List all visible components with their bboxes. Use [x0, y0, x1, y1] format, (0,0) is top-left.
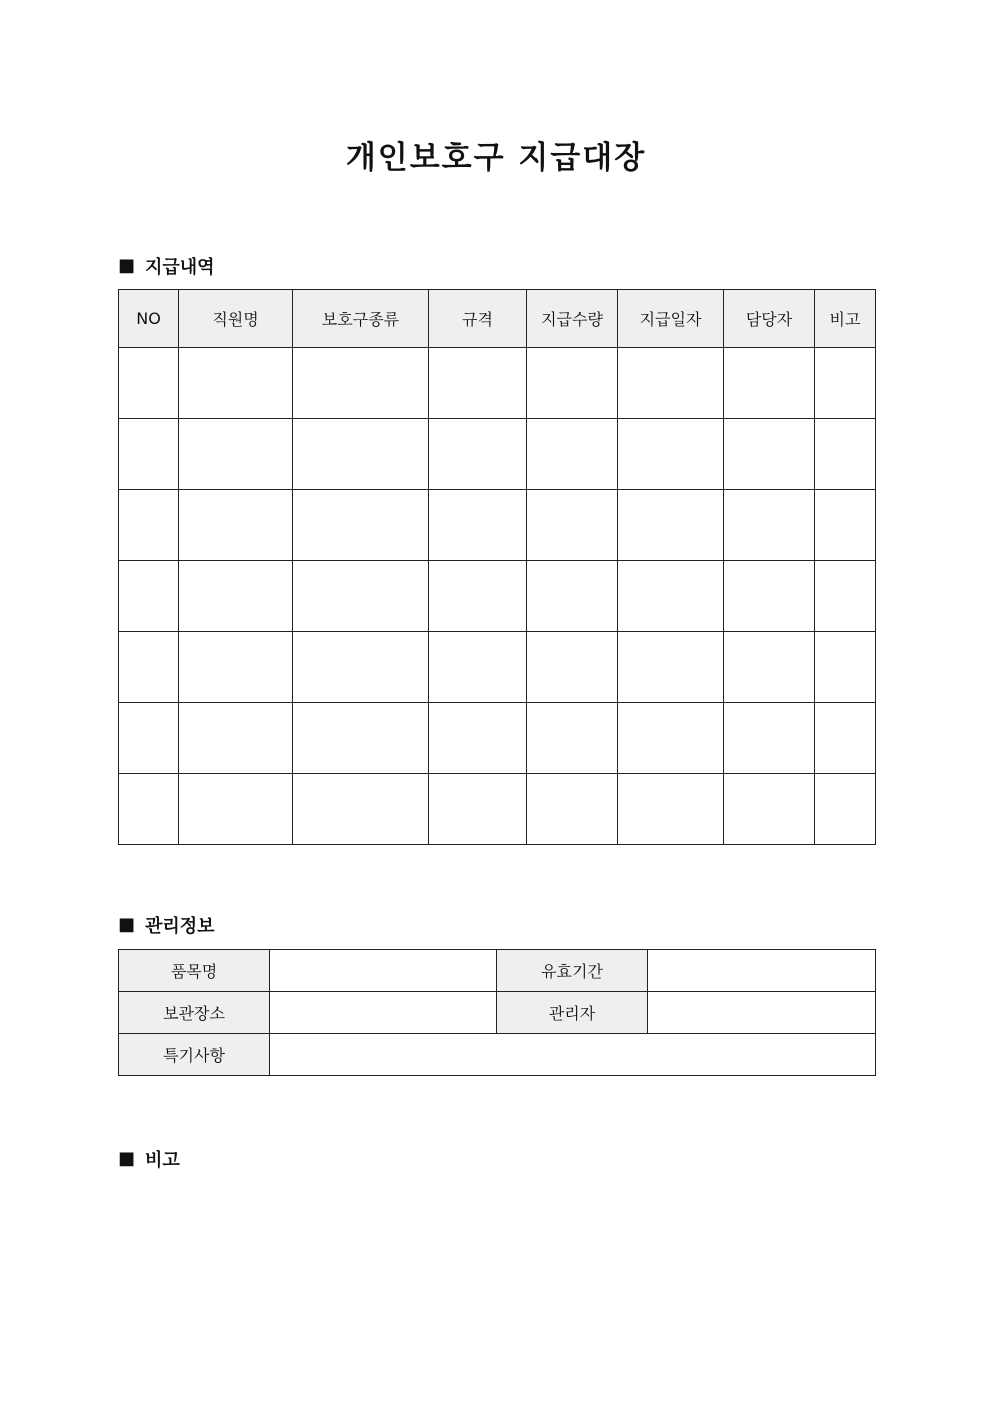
table-row: [119, 490, 876, 561]
column-header-date: 지급일자: [618, 290, 724, 348]
table-cell[interactable]: [119, 490, 179, 561]
manager-field[interactable]: [648, 992, 876, 1034]
table-cell[interactable]: [618, 348, 724, 419]
table-cell[interactable]: [293, 419, 429, 490]
column-header-employee: 직원명: [179, 290, 293, 348]
table-cell[interactable]: [119, 774, 179, 845]
column-header-spec: 규격: [429, 290, 527, 348]
table-cell[interactable]: [293, 632, 429, 703]
table-cell[interactable]: [429, 561, 527, 632]
column-header-quantity: 지급수량: [527, 290, 618, 348]
table-cell[interactable]: [815, 561, 876, 632]
section-heading-remarks: [118, 1146, 180, 1172]
notes-field[interactable]: [270, 1034, 876, 1076]
table-cell[interactable]: [527, 348, 618, 419]
table-cell[interactable]: [527, 774, 618, 845]
management-info-table: [118, 949, 876, 1076]
section-heading-issuance: [118, 253, 215, 279]
table-cell[interactable]: [618, 419, 724, 490]
table-cell[interactable]: [527, 419, 618, 490]
table-row: [119, 632, 876, 703]
table-cell[interactable]: [618, 632, 724, 703]
storage-field[interactable]: [270, 992, 497, 1034]
item-name-label: 품목명: [119, 950, 270, 992]
document-title: 개인보호구 지급대장: [345, 140, 647, 176]
column-header-person-in-charge: 담당자: [724, 290, 815, 348]
table-cell[interactable]: [618, 561, 724, 632]
table-cell[interactable]: [724, 632, 815, 703]
table-cell[interactable]: [429, 703, 527, 774]
info-row-item: [119, 950, 876, 992]
table-cell[interactable]: [724, 419, 815, 490]
table-cell[interactable]: [119, 348, 179, 419]
table-cell[interactable]: [179, 703, 293, 774]
table-cell[interactable]: [179, 774, 293, 845]
table-cell[interactable]: [293, 348, 429, 419]
info-row-notes: [119, 1034, 876, 1076]
table-cell[interactable]: [429, 348, 527, 419]
table-cell[interactable]: [724, 490, 815, 561]
table-cell[interactable]: [618, 490, 724, 561]
table-cell[interactable]: [119, 632, 179, 703]
square-bullet-icon: ■: [118, 1148, 136, 1169]
notes-label: 특기사항: [119, 1034, 270, 1076]
table-cell[interactable]: [119, 419, 179, 490]
table-cell[interactable]: [179, 490, 293, 561]
table-cell[interactable]: [618, 774, 724, 845]
table-cell[interactable]: [119, 561, 179, 632]
table-cell[interactable]: [527, 703, 618, 774]
table-cell[interactable]: [724, 774, 815, 845]
table-row: [119, 348, 876, 419]
section-heading-label: 비고: [145, 1150, 180, 1171]
table-cell[interactable]: [527, 561, 618, 632]
column-header-no: NO: [119, 290, 179, 348]
table-cell[interactable]: [293, 490, 429, 561]
table-cell[interactable]: [724, 348, 815, 419]
table-cell[interactable]: [815, 774, 876, 845]
table-cell[interactable]: [527, 490, 618, 561]
table-cell[interactable]: [179, 419, 293, 490]
table-row: [119, 561, 876, 632]
issuance-table: [118, 289, 876, 845]
column-header-remarks: 비고: [815, 290, 876, 348]
table-cell[interactable]: [724, 703, 815, 774]
table-row: [119, 703, 876, 774]
table-cell[interactable]: [815, 703, 876, 774]
square-bullet-icon: ■: [118, 255, 136, 276]
table-cell[interactable]: [429, 490, 527, 561]
section-heading-label: 관리정보: [145, 916, 215, 937]
table-header-row: [119, 290, 876, 348]
item-name-field[interactable]: [270, 950, 497, 992]
table-row: [119, 419, 876, 490]
column-header-equipment-type: 보호구종류: [293, 290, 429, 348]
expiry-field[interactable]: [648, 950, 876, 992]
table-cell[interactable]: [527, 632, 618, 703]
table-cell[interactable]: [429, 774, 527, 845]
table-cell[interactable]: [293, 561, 429, 632]
table-cell[interactable]: [179, 632, 293, 703]
table-cell[interactable]: [429, 632, 527, 703]
section-heading-label: 지급내역: [145, 257, 215, 278]
table-cell[interactable]: [724, 561, 815, 632]
expiry-label: 유효기간: [497, 950, 648, 992]
table-row: [119, 774, 876, 845]
table-cell[interactable]: [618, 703, 724, 774]
table-cell[interactable]: [179, 561, 293, 632]
table-cell[interactable]: [815, 490, 876, 561]
storage-label: 보관장소: [119, 992, 270, 1034]
table-cell[interactable]: [179, 348, 293, 419]
table-cell[interactable]: [429, 419, 527, 490]
table-cell[interactable]: [293, 774, 429, 845]
table-cell[interactable]: [815, 348, 876, 419]
table-cell[interactable]: [815, 419, 876, 490]
table-cell[interactable]: [293, 703, 429, 774]
square-bullet-icon: ■: [118, 914, 136, 935]
table-cell[interactable]: [815, 632, 876, 703]
info-row-storage: [119, 992, 876, 1034]
manager-label: 관리자: [497, 992, 648, 1034]
section-heading-management: [118, 912, 215, 938]
table-cell[interactable]: [119, 703, 179, 774]
